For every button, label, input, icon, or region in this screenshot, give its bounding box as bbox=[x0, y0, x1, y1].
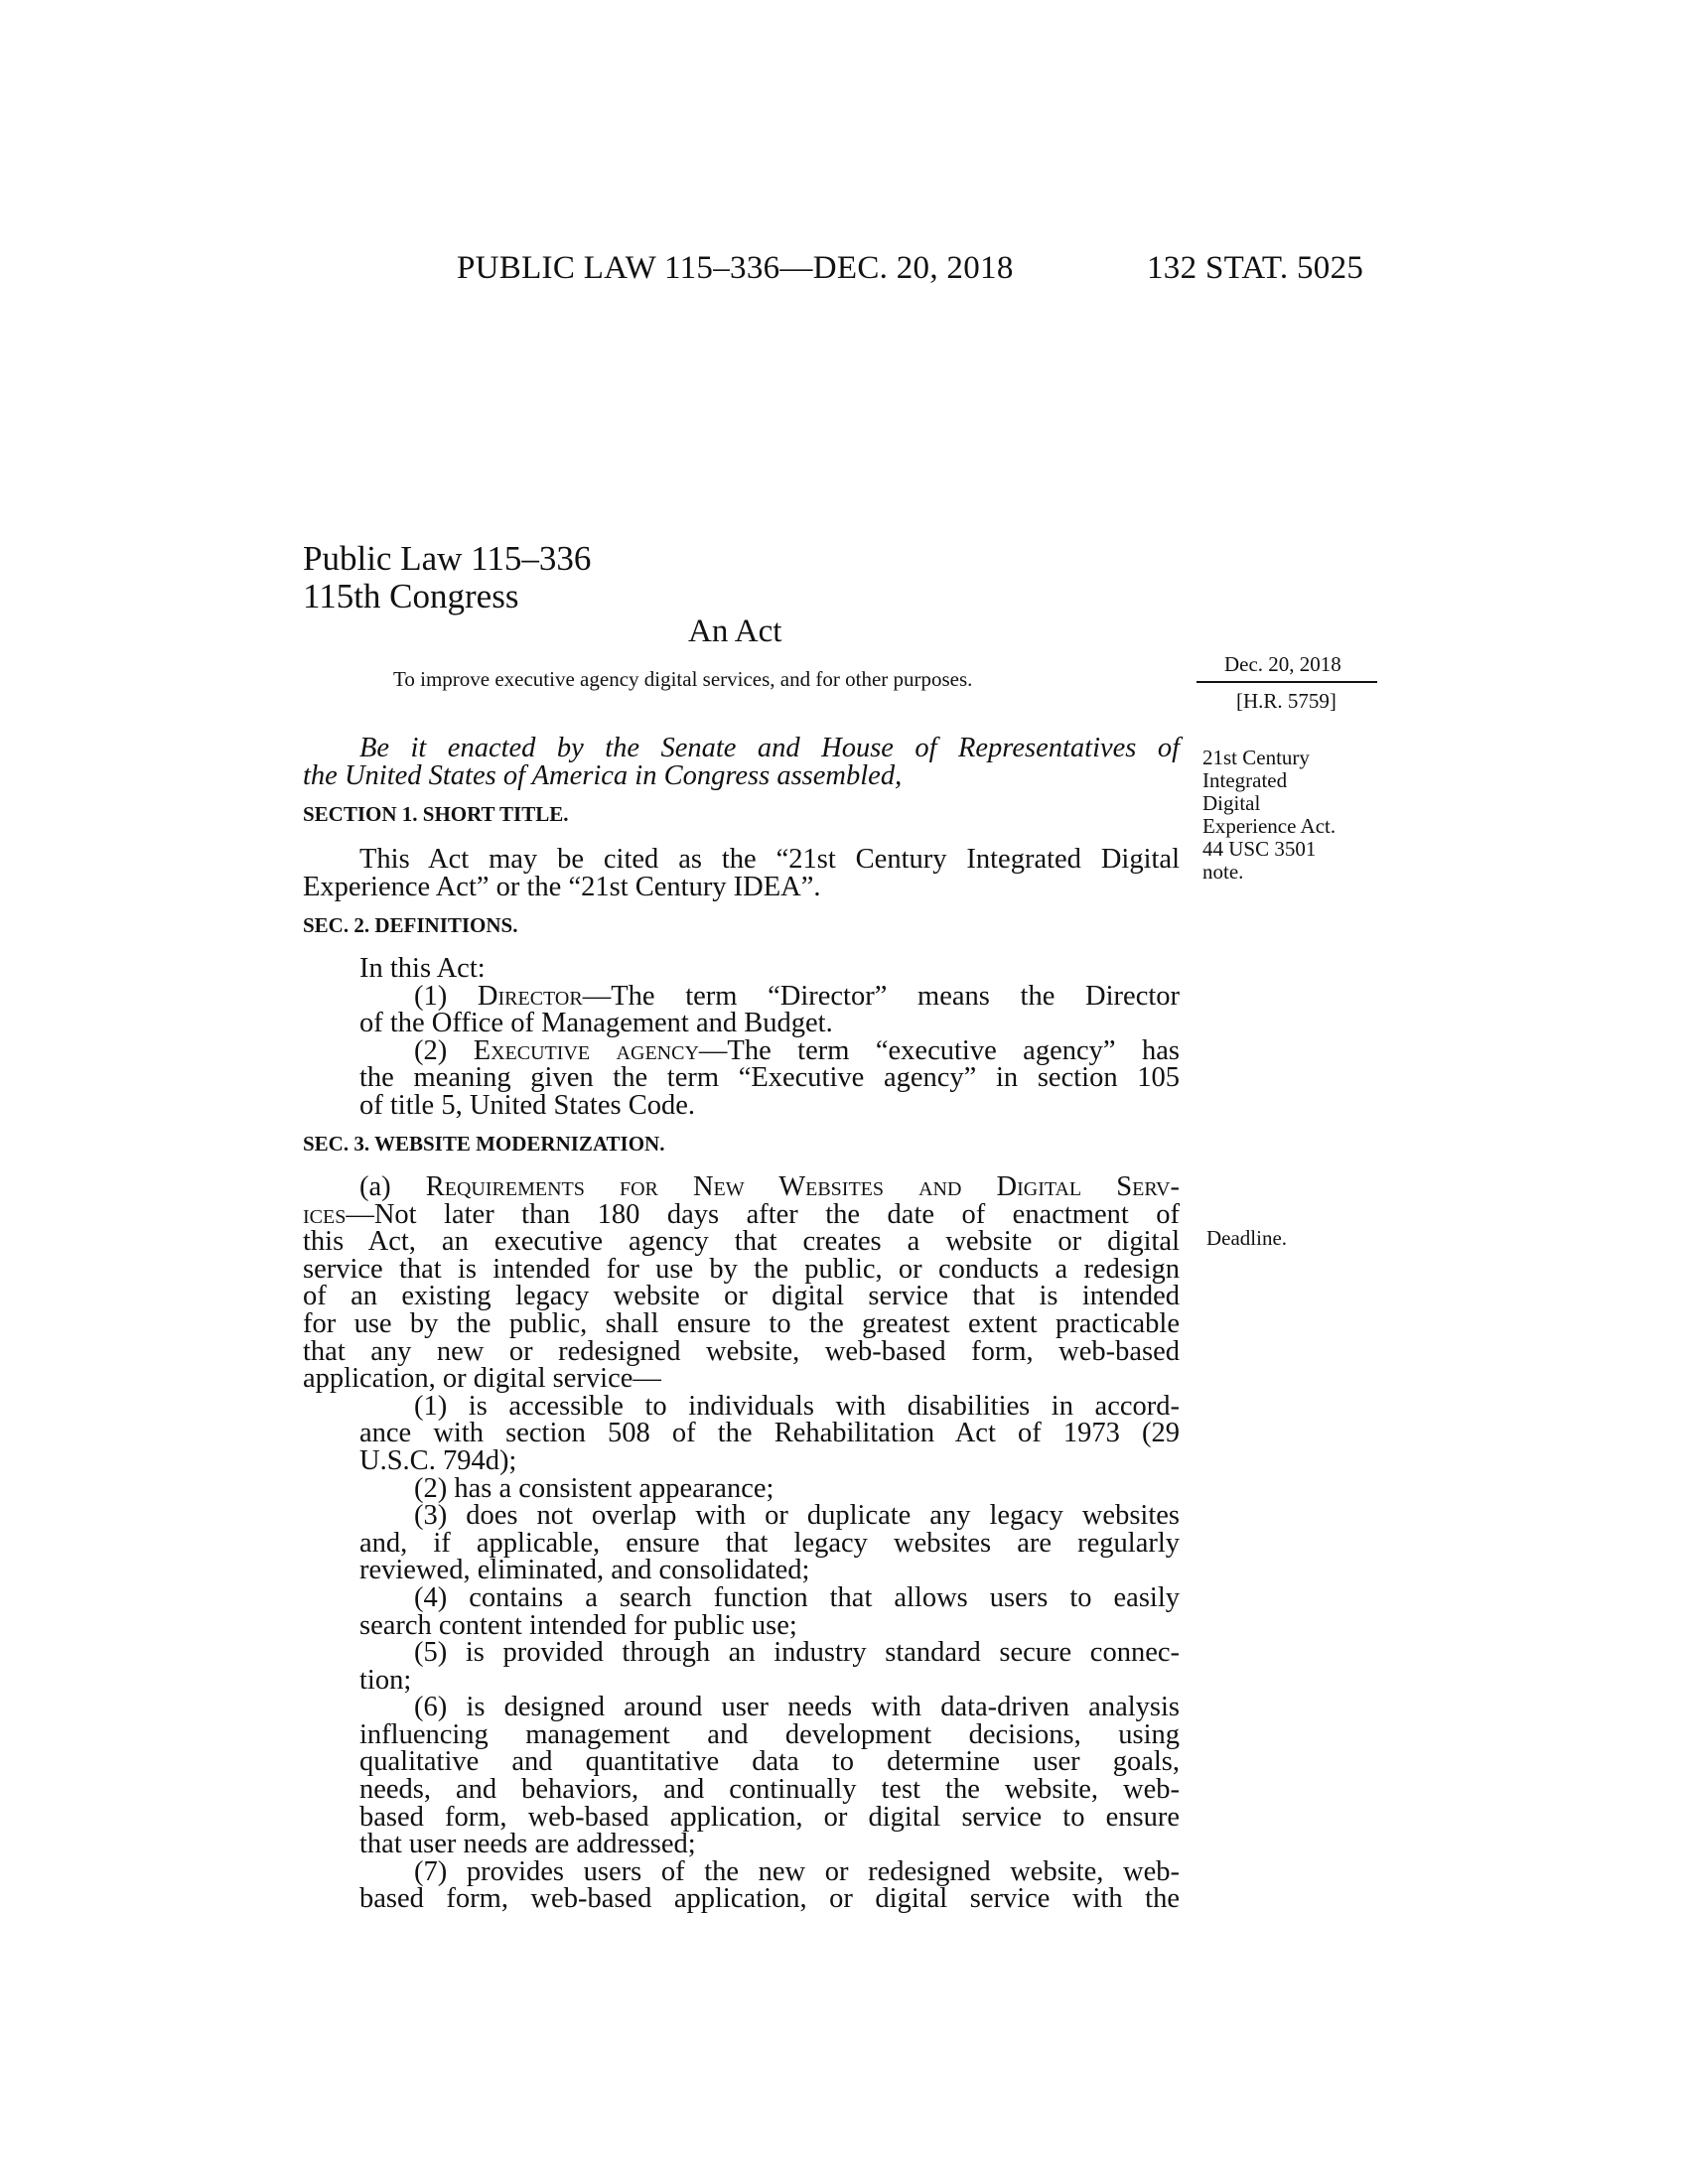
section-3-body bbox=[303, 1173, 1180, 1913]
text-line: influencing management and development decisions, using bbox=[359, 1718, 1180, 1750]
text-line: this Act, an executive agency that creates a website or digital bbox=[303, 1226, 1180, 1258]
text-line: In this Act: bbox=[359, 953, 486, 984]
section-1-heading: SECTION 1. SHORT TITLE. bbox=[303, 802, 569, 826]
text-line: and, if applicable, ensure that legacy websites are regularly bbox=[359, 1527, 1180, 1559]
law-title bbox=[303, 540, 591, 615]
section-3-heading: SEC. 3. WEBSITE MODERNIZATION. bbox=[303, 1132, 665, 1156]
text-line: tion; bbox=[359, 1664, 412, 1696]
text-line: reviewed, eliminated, and consolidated; bbox=[359, 1555, 810, 1586]
section-2-heading: SEC. 2. DEFINITIONS. bbox=[303, 913, 518, 937]
text-line: needs, and behaviors, and continually test the website, web- bbox=[359, 1774, 1180, 1806]
text-line: U.S.C. 794d); bbox=[359, 1444, 517, 1476]
enacting-clause bbox=[303, 735, 1180, 789]
list-item: (4) contains a search function that allows users to easily bbox=[414, 1581, 1180, 1613]
text-line: based form, web-based application, or digital service to ensure bbox=[359, 1801, 1180, 1833]
act-title: An Act bbox=[688, 614, 782, 649]
text-line: the meaning given the term “Executive agency” in section 105 bbox=[359, 1062, 1180, 1094]
text-line: Be it enacted by the Senate and House of Representatives of bbox=[359, 733, 1180, 763]
text-line: ance with section 508 of the Rehabilitation Act of 1973 (29 bbox=[359, 1418, 1180, 1449]
text-line: ices—Not later than 180 days after the date of enactment of bbox=[303, 1198, 1180, 1230]
section-1-body bbox=[303, 846, 1180, 900]
text-line: of title 5, United States Code. bbox=[359, 1089, 695, 1121]
defined-term: Executive agency bbox=[473, 1034, 699, 1066]
text-line: service that is intended for use by the public, or conducts a redesign bbox=[303, 1253, 1180, 1285]
margin-note-line: note. bbox=[1202, 860, 1244, 884]
margin-short-title-note bbox=[1202, 747, 1401, 884]
text-line: of an existing legacy website or digital service that is intended bbox=[303, 1281, 1180, 1312]
text-line: that user needs are addressed; bbox=[359, 1829, 696, 1860]
law-number: Public Law 115–336 bbox=[303, 539, 592, 578]
text-line: search content intended for public use; bbox=[359, 1609, 797, 1641]
text-line: This Act may be cited as the “21st Century Integrated Digital bbox=[359, 844, 1180, 875]
margin-note-line: Digital bbox=[1202, 791, 1261, 815]
list-item: (5) is provided through an industry standard secure connec- bbox=[414, 1637, 1180, 1669]
running-head-page: 132 STAT. 5025 bbox=[1147, 250, 1364, 286]
definition-1-line: (1) Director—The term “Director” means the Director bbox=[414, 980, 1180, 1012]
list-item: (2) has a consistent appearance; bbox=[414, 1472, 774, 1504]
act-purpose: To improve executive agency digital services, and for other purposes. bbox=[393, 667, 973, 691]
list-item: (3) does not overlap with or duplicate any legacy websites bbox=[414, 1500, 1180, 1532]
defined-term: Director bbox=[477, 980, 583, 1012]
margin-rule bbox=[1196, 681, 1377, 683]
margin-note-line: Integrated bbox=[1202, 768, 1288, 792]
margin-date: Dec. 20, 2018 bbox=[1224, 652, 1341, 676]
definition-2-line: (2) Executive agency—The term “executive agency” has bbox=[414, 1034, 1180, 1066]
list-item: (7) provides users of the new or redesigned website, web- bbox=[414, 1855, 1180, 1887]
text-line: the United States of America in Congress assembled, bbox=[303, 759, 903, 791]
subsection-a-heading-line: (a) Requirements for New Websites and Digital Serv- bbox=[359, 1171, 1180, 1202]
text-line: application, or digital service— bbox=[303, 1363, 661, 1395]
margin-note-line: Experience Act. bbox=[1202, 814, 1336, 838]
margin-deadline-note: Deadline. bbox=[1206, 1226, 1288, 1250]
text-line: for use by the public, shall ensure to the greatest extent practicable bbox=[303, 1307, 1180, 1339]
margin-note-line: 44 USC 3501 bbox=[1202, 837, 1317, 861]
section-2-body bbox=[303, 955, 1180, 1120]
list-item: (6) is designed around user needs with data-driven analysis bbox=[414, 1692, 1180, 1723]
text-line: of the Office of Management and Budget. bbox=[359, 1008, 833, 1039]
list-item: (1) is accessible to individuals with disabilities in accord- bbox=[414, 1390, 1180, 1422]
text-line: based form, web-based application, or digital service with the bbox=[359, 1883, 1180, 1915]
text-line: Experience Act” or the “21st Century IDEA”. bbox=[303, 871, 821, 902]
margin-bill-number: [H.R. 5759] bbox=[1236, 689, 1336, 713]
text-line: qualitative and quantitative data to determine user goals, bbox=[359, 1746, 1180, 1778]
margin-note-line: 21st Century bbox=[1202, 746, 1310, 769]
text-line: that any new or redesigned website, web-based form, web-based bbox=[303, 1335, 1180, 1367]
congress-number: 115th Congress bbox=[303, 577, 519, 615]
running-head-left: PUBLIC LAW 115–336—DEC. 20, 2018 bbox=[457, 250, 1014, 286]
